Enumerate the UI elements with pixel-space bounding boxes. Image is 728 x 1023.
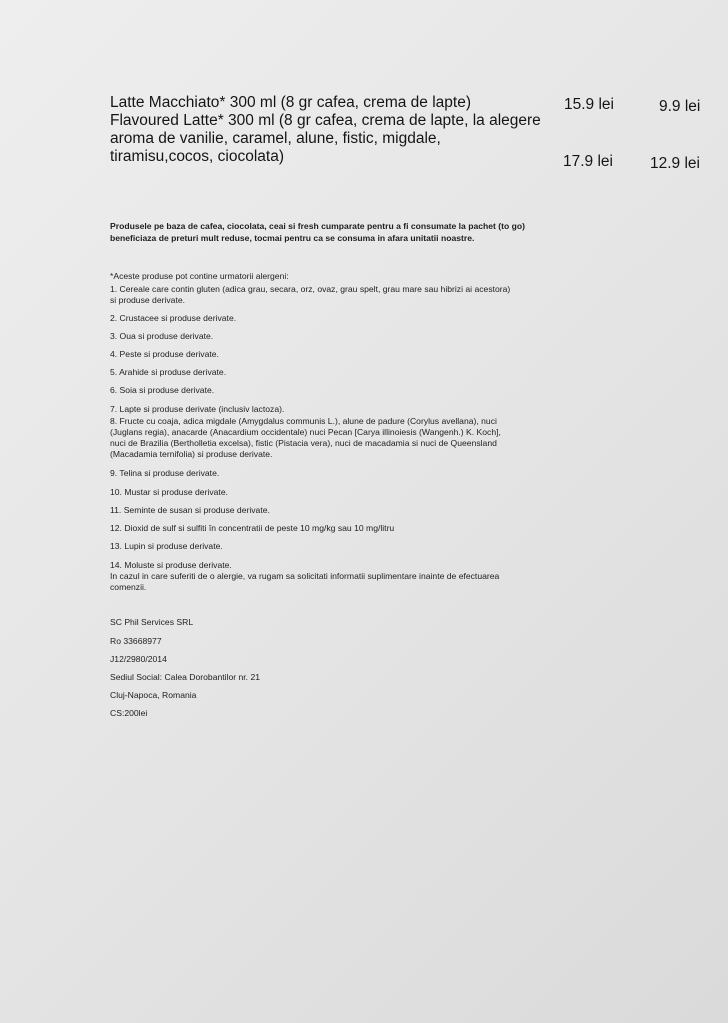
takeaway-note-line: beneficiaza de preturi mult reduse, tocmai pentru ca se consuma in afara unitatii noastre. <box>110 233 475 243</box>
allergen-item <box>110 284 510 306</box>
price-regular: 17.9 lei <box>563 153 613 170</box>
price-to-go: 12.9 lei <box>650 155 700 172</box>
allergen-item <box>110 560 499 593</box>
allergen-item: 12. Dioxid de sulf si sulfiti în concentratii de peste 10 mg/kg sau 10 mg/litru <box>110 523 395 533</box>
allergen-item: 6. Soia si produse derivate. <box>110 385 215 395</box>
company-fiscal-code: Ro 33668977 <box>110 636 162 646</box>
allergen-line: 8. Fructe cu coaja, adica migdale (Amygdalus communis L.), alune de padure (Corylus avellana), nuci <box>110 416 497 426</box>
menu-item-description-line: aroma de vanilie, caramel, alune, fistic, migdale, <box>110 130 441 147</box>
company-address: Sediul Social: Calea Dorobantilor nr. 21 <box>110 672 261 682</box>
menu-item-flavoured-latte <box>110 112 541 166</box>
takeaway-note <box>110 221 525 244</box>
allergen-line: 14. Moluste si produse derivate. <box>110 560 232 570</box>
allergy-warning-line: comenzii. <box>110 582 147 592</box>
allergen-item: 5. Arahide si produse derivate. <box>110 367 227 377</box>
takeaway-note-line: Produsele pe baza de cafea, ciocolata, ceai si fresh cumparate pentru a fi consumate la pachet (to go) <box>110 221 526 231</box>
menu-item-description: Latte Macchiato* 300 ml (8 gr cafea, crema de lapte) <box>110 94 471 111</box>
company-capital: CS:200lei <box>110 708 148 718</box>
allergen-item <box>110 416 501 460</box>
allergen-item: 13. Lupin si produse derivate. <box>110 541 223 551</box>
allergen-line: (Juglans regia), anacarde (Anacardium occidentale) nuci Pecan [Carya illinoiesis (Wangenh.) K. Koch], <box>110 427 501 437</box>
allergen-item: 7. Lapte si produse derivate (inclusiv lactoza). <box>110 404 285 414</box>
allergen-item: 10. Mustar si produse derivate. <box>110 487 228 497</box>
company-name: SC Phil Services SRL <box>110 617 194 627</box>
price-to-go: 9.9 lei <box>659 98 701 115</box>
allergen-item: 3. Oua si produse derivate. <box>110 331 214 341</box>
allergen-line: 1. Cereale care contin gluten (adica grau, secara, orz, ovaz, grau spelt, grau mare sau hibrizi ai acestora) <box>110 284 511 294</box>
menu-item-description-line: Flavoured Latte* 300 ml (8 gr cafea, crema de lapte, la alegere <box>110 112 541 129</box>
company-registry: J12/2980/2014 <box>110 654 167 664</box>
allergen-line: nuci de Brazilia (Bertholletia excelsa), fistic (Pistacia vera), nuci de macadamia si nuci de Queensland <box>110 438 497 448</box>
company-city: Cluj-Napoca, Romania <box>110 690 197 700</box>
allergens-intro: *Aceste produse pot contine urmatorii alergeni: <box>110 271 289 281</box>
allergen-line: (Macadamia ternifolia) si produse derivate. <box>110 449 273 459</box>
allergen-line: si produse derivate. <box>110 295 185 305</box>
menu-item-description-line: tiramisu,cocos, ciocolata) <box>110 148 285 165</box>
allergen-item: 4. Peste si produse derivate. <box>110 349 219 359</box>
price-regular: 15.9 lei <box>564 96 614 113</box>
allergen-item: 2. Crustacee si produse derivate. <box>110 313 237 323</box>
allergy-warning-line: In cazul in care suferiti de o alergie, va rugam sa solicitati informatii suplimentare inainte de efectuarea <box>110 571 500 581</box>
allergen-item: 9. Telina si produse derivate. <box>110 468 220 478</box>
allergen-item: 11. Seminte de susan si produse derivate. <box>110 505 270 515</box>
menu-item-latte-macchiato <box>110 94 471 112</box>
